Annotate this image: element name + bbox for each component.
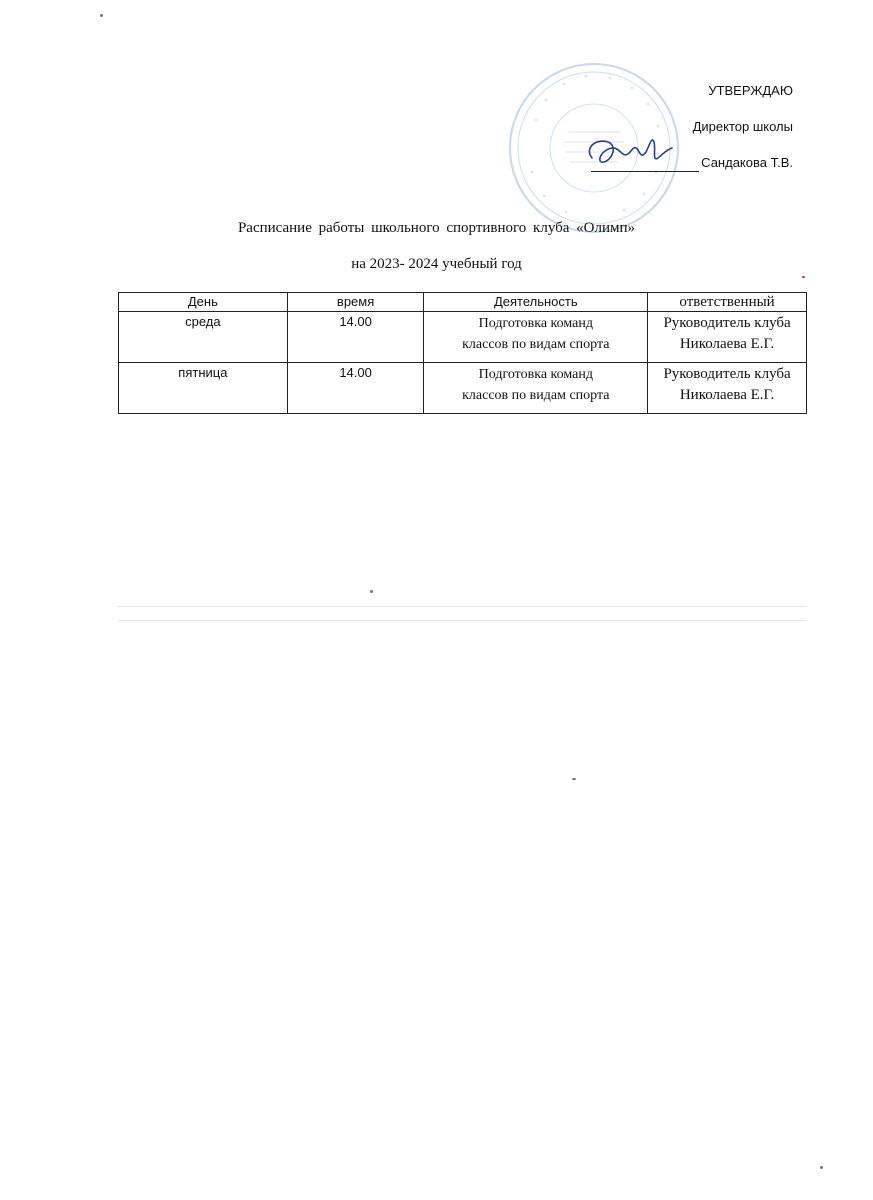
table-row	[119, 312, 807, 363]
scan-speck	[100, 14, 103, 17]
responsible-line-1: Руководитель клуба	[663, 315, 791, 331]
cell-responsible	[648, 312, 807, 363]
header-activity: Деятельность	[424, 293, 648, 312]
scan-speck	[820, 1166, 823, 1169]
approval-heading: УТВЕРЖДАЮ	[708, 83, 793, 98]
table-header-row	[119, 293, 807, 312]
approval-block	[533, 82, 793, 190]
signature-underline	[591, 157, 699, 172]
activity-line-1: Подготовка команд	[478, 367, 593, 382]
cell-activity	[424, 312, 648, 363]
header-time: время	[287, 293, 424, 312]
activity-line-1: Подготовка команд	[478, 316, 593, 331]
responsible-line-2: Николаева Е.Г.	[679, 336, 775, 352]
approval-name: Сандакова Т.В.	[701, 155, 793, 170]
cell-day: среда	[119, 312, 288, 363]
scan-speck	[802, 276, 805, 278]
ghost-line	[118, 606, 807, 607]
scan-speck	[572, 778, 576, 780]
responsible-line-2: Николаева Е.Г.	[679, 387, 775, 403]
cell-time: 14.00	[287, 312, 424, 363]
table-row	[119, 363, 807, 414]
document-subtitle: на 2023- 2024 учебный год	[351, 256, 522, 272]
cell-activity	[424, 363, 648, 414]
schedule-table	[118, 292, 807, 414]
approval-signature-line	[533, 154, 793, 172]
scan-speck	[370, 590, 373, 593]
header-responsible: ответственный	[648, 293, 807, 312]
approval-position: Директор школы	[692, 119, 793, 134]
cell-day: пятница	[119, 363, 288, 414]
ghost-line	[118, 620, 807, 621]
activity-line-2: классов по видам спорта	[462, 388, 610, 403]
cell-time: 14.00	[287, 363, 424, 414]
activity-line-2: классов по видам спорта	[462, 337, 610, 352]
cell-responsible	[648, 363, 807, 414]
bleed-through-shadow	[0, 590, 873, 710]
document-title: Расписание работы школьного спортивного клуба «Олимп»	[237, 220, 636, 236]
responsible-line-1: Руководитель клуба	[663, 366, 791, 382]
header-day: День	[119, 293, 288, 312]
